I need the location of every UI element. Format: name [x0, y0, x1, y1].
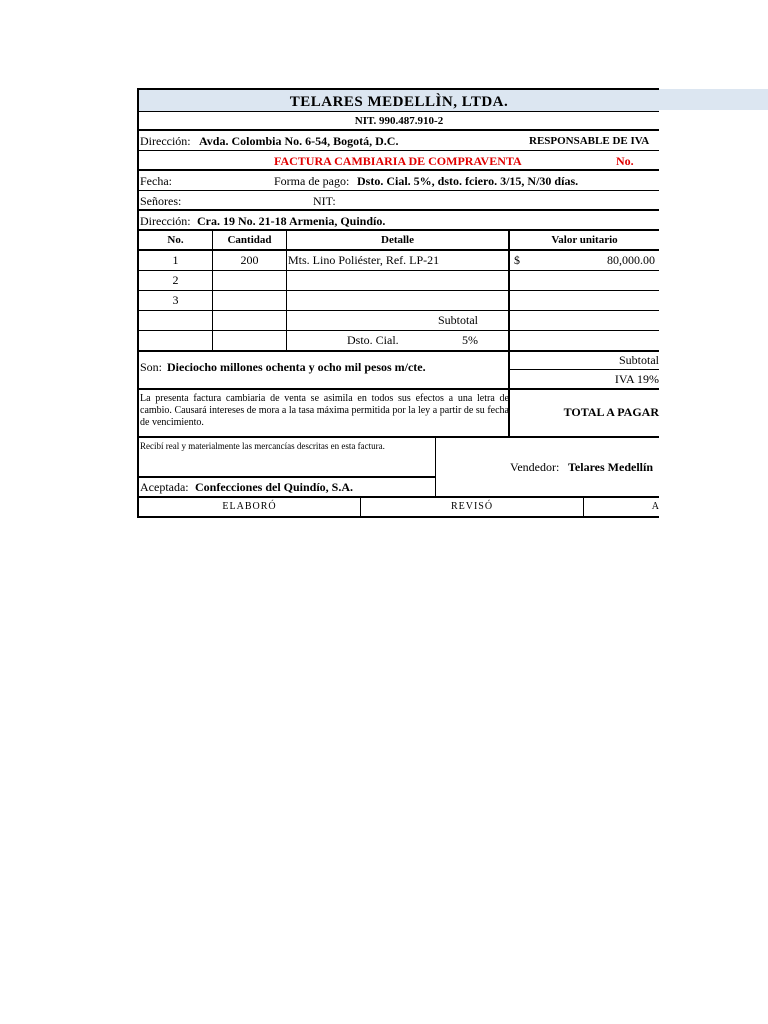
discount-pct: 5%: [462, 333, 478, 347]
invoice-title-row: [137, 151, 659, 171]
address-value: Avda. Colombia No. 6-54, Bogotá, D.C.: [199, 134, 399, 148]
subtotal-row-qty: [213, 311, 287, 331]
row-1-no: 1: [137, 251, 213, 271]
words-value: Dieciocho millones ochenta y ocho mil pesos m/cte.: [167, 360, 426, 374]
items-table: [137, 231, 659, 353]
accepted-label: Aceptada:: [140, 480, 189, 494]
row-3-unit: [510, 291, 659, 311]
header-band-extension: [659, 89, 768, 110]
row-1-unit: 80,000.00: [607, 253, 655, 267]
client-address-value: Cra. 19 No. 21-18 Armenia, Quindío.: [197, 214, 386, 228]
iva-label: IVA 19%: [510, 370, 659, 390]
row-1-value-cell: [510, 251, 659, 271]
row-2-qty: [213, 271, 287, 291]
client-nit-label: NIT:: [313, 194, 336, 208]
header-detail: Detalle: [287, 231, 510, 251]
accepted-row: [137, 478, 436, 498]
seller-value: Telares Medellín: [568, 460, 653, 474]
client-address-label: Dirección:: [140, 214, 191, 228]
client-label: Señores:: [140, 194, 182, 208]
row-3-no: 3: [137, 291, 213, 311]
invoice-number-label: No.: [616, 154, 634, 168]
total-to-pay-label: TOTAL A PAGAR: [510, 390, 659, 438]
row-3-detail: [287, 291, 510, 311]
row-1-detail: Mts. Lino Poliéster, Ref. LP-21: [287, 251, 510, 271]
discount-cell: [287, 331, 510, 352]
company-address-row: [137, 131, 659, 151]
accepted-value: Confecciones del Quindío, S.A.: [195, 480, 354, 494]
date-label: Fecha:: [140, 174, 172, 188]
row-2-no: 2: [137, 271, 213, 291]
payment-value: Dsto. Cial. 5%, dsto. fciero. 3/15, N/30 días.: [357, 174, 579, 188]
legal-text: La presenta factura cambiaria de venta se asimila en todos sus efectos a una letra de cambio. Causará intereses de mora a la tasa máxima permitida por la ley a partir de su fecha de vencimiento.: [140, 393, 509, 428]
client-row: [137, 191, 659, 211]
date-row: [137, 171, 659, 191]
row-3-qty: [213, 291, 287, 311]
header-no: No.: [137, 231, 213, 251]
row-2-detail: [287, 271, 510, 291]
row-1-currency: $: [514, 253, 520, 267]
header-qty: Cantidad: [213, 231, 287, 251]
discount-row-qty: [213, 331, 287, 352]
discount-row-no: [137, 331, 213, 352]
regime-label: RESPONSABLE DE IVA: [529, 135, 650, 147]
receipt-box: [137, 438, 436, 478]
row-2-unit: [510, 271, 659, 291]
address-label: Dirección:: [140, 134, 191, 148]
totals-subtotal-label: Subtotal: [510, 352, 659, 370]
seller-label: Vendedor:: [510, 460, 560, 474]
company-nit: NIT. 990.487.910-2: [137, 112, 659, 131]
approved-by: A: [584, 498, 659, 518]
receipt-text: Recibí real y materialmente las mercancías descritas en esta factura.: [140, 441, 385, 451]
amount-in-words: [137, 352, 510, 390]
discount-value: [510, 331, 659, 352]
discount-label: Dsto. Cial.: [347, 333, 399, 347]
subtotal-row-no: [137, 311, 213, 331]
prepared-by: ELABORÓ: [137, 498, 361, 518]
seller-box: [436, 438, 659, 498]
items-subtotal-label: Subtotal: [287, 311, 510, 331]
items-subtotal-value: [510, 311, 659, 331]
row-1-qty: 200: [213, 251, 287, 271]
payment-label: Forma de pago:: [274, 174, 350, 188]
reviewed-by: REVISÓ: [361, 498, 584, 518]
client-address-row: [137, 211, 659, 231]
invoice-title: FACTURA CAMBIARIA DE COMPRAVENTA: [274, 154, 522, 168]
words-label: Son:: [140, 360, 163, 374]
company-name: TELARES MEDELLÌN, LTDA.: [137, 88, 659, 112]
legal-notice: [137, 390, 510, 438]
header-unit-value: Valor unitario: [510, 231, 659, 251]
